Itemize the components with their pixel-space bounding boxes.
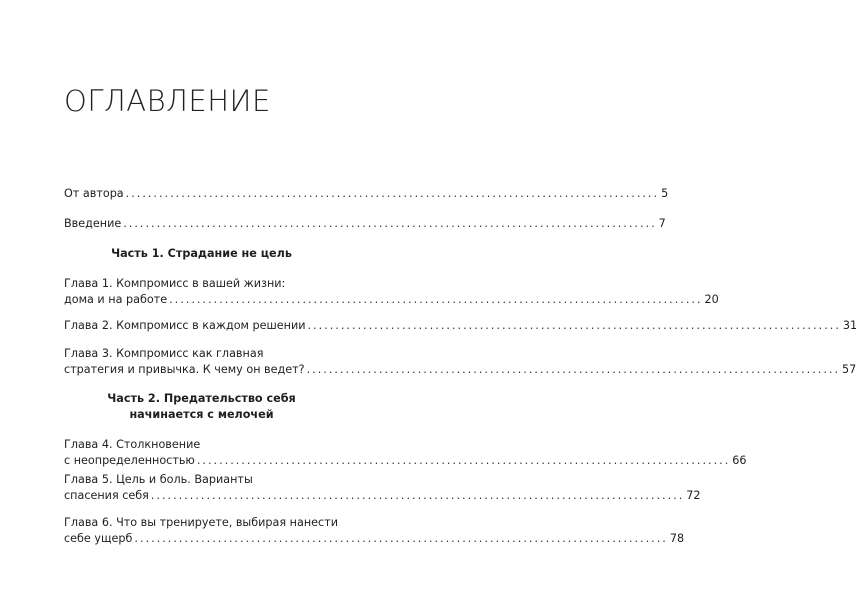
toc-chapter-3-line1[interactable]: Глава 3. Компромисс как главная xyxy=(64,347,264,360)
part-1-heading[interactable]: Часть 1. Страдание не цель xyxy=(111,247,292,260)
toc-page-number: 78 xyxy=(669,532,685,545)
leader-dots: ................................................................................................ xyxy=(306,363,841,376)
toc-page-number: 5 xyxy=(661,187,669,200)
toc-entry-label: От автора xyxy=(64,187,124,200)
page-title: ОГЛАВЛЕНИЕ xyxy=(64,84,271,118)
toc-page-number: 20 xyxy=(704,293,719,306)
part-2-heading-line1[interactable]: Часть 2. Предательство себя xyxy=(107,392,296,405)
leader-dots: ................................................................................................ xyxy=(169,293,703,306)
toc-entry-label: Глава 2. Компромисс в каждом решении xyxy=(64,319,306,332)
toc-page-number: 57 xyxy=(842,363,857,376)
toc-chapter-1[interactable] xyxy=(64,292,719,308)
toc-chapter-5[interactable] xyxy=(64,488,701,504)
toc-chapter-5-line1[interactable]: Глава 5. Цель и боль. Варианты xyxy=(64,473,253,486)
toc-chapter-4-line1[interactable]: Глава 4. Столкновение xyxy=(64,438,201,451)
leader-dots: ................................................................................................ xyxy=(125,187,660,200)
toc-entry-label: Введение xyxy=(64,217,122,230)
leader-dots: ................................................................................................ xyxy=(150,489,685,502)
toc-chapter-6[interactable] xyxy=(64,531,685,547)
toc-chapter-1-line1[interactable]: Глава 1. Компромисс в вашей жизни: xyxy=(64,277,286,290)
toc-entry-label: стратегия и привычка. К чему он ведет? xyxy=(64,363,305,376)
leader-dots: ................................................................................................ xyxy=(123,217,657,230)
toc-entry-label: спасения себя xyxy=(64,489,149,502)
toc-entry-label: себе ущерб xyxy=(64,532,133,545)
toc-chapter-6-line1[interactable]: Глава 6. Что вы тренируете, выбирая нанести xyxy=(64,516,338,529)
leader-dots: ................................................................................................ xyxy=(307,319,841,332)
toc-chapter-4[interactable] xyxy=(64,453,747,469)
part-2-heading-line2: начинается с мелочей xyxy=(129,408,274,421)
toc-chapter-3[interactable] xyxy=(64,362,857,378)
toc-entry-intro[interactable] xyxy=(64,216,666,232)
toc-page-number: 72 xyxy=(686,489,701,502)
toc-page-number: 66 xyxy=(732,454,747,467)
toc-entry-author[interactable] xyxy=(64,186,669,202)
toc-page-number: 7 xyxy=(658,217,666,230)
toc-chapter-2[interactable] xyxy=(64,318,857,334)
toc-entry-label: с неопределенностью xyxy=(64,454,195,467)
toc-entry-label: дома и на работе xyxy=(64,293,168,306)
toc-page-number: 31 xyxy=(842,319,857,332)
leader-dots: ................................................................................................ xyxy=(134,532,668,545)
leader-dots: ................................................................................................ xyxy=(196,454,731,467)
